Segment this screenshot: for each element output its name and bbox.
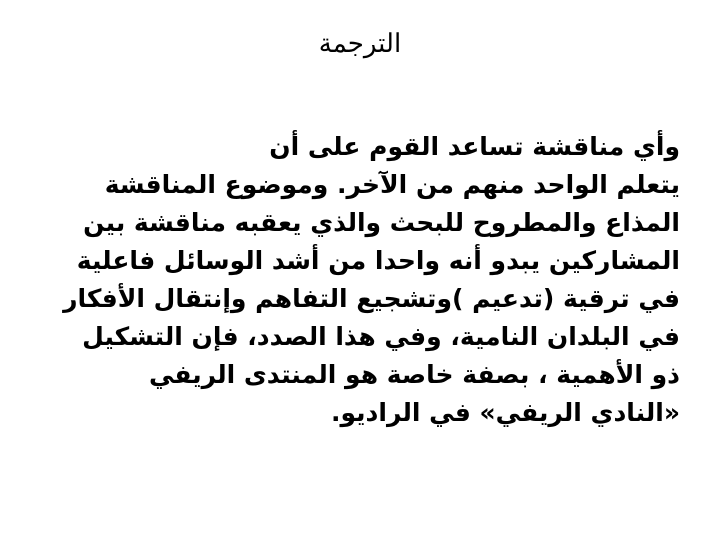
paragraph-line: يتعلم الواحد منهم من الآخر. وموضوع المناقشة [104, 170, 680, 199]
paragraph-line: «النادي الريفي» في الراديو. [330, 398, 680, 427]
paragraph [30, 128, 680, 432]
paragraph-line: المشاركين يبدو أنه واحدا من أشد الوسائل فاعلية [76, 246, 680, 275]
paragraph-line: ذو الأهمية ، بصفة خاصة هو المنتدى الريفي [148, 360, 680, 389]
paragraph-line: في البلدان النامية، وفي هذا الصدد، فإن التشكيل [82, 322, 680, 351]
paragraph-line: المذاع والمطروح للبحث والذي يعقبه مناقشة بين [83, 208, 680, 237]
paragraph-line: وأي مناقشة تساعد القوم على أن [269, 132, 680, 161]
slide-title: الترجمة [318, 29, 402, 59]
paragraph-line: في ترقية (تدعيم )وتشجيع التفاهم وإنتقال الأفكار [63, 284, 680, 313]
